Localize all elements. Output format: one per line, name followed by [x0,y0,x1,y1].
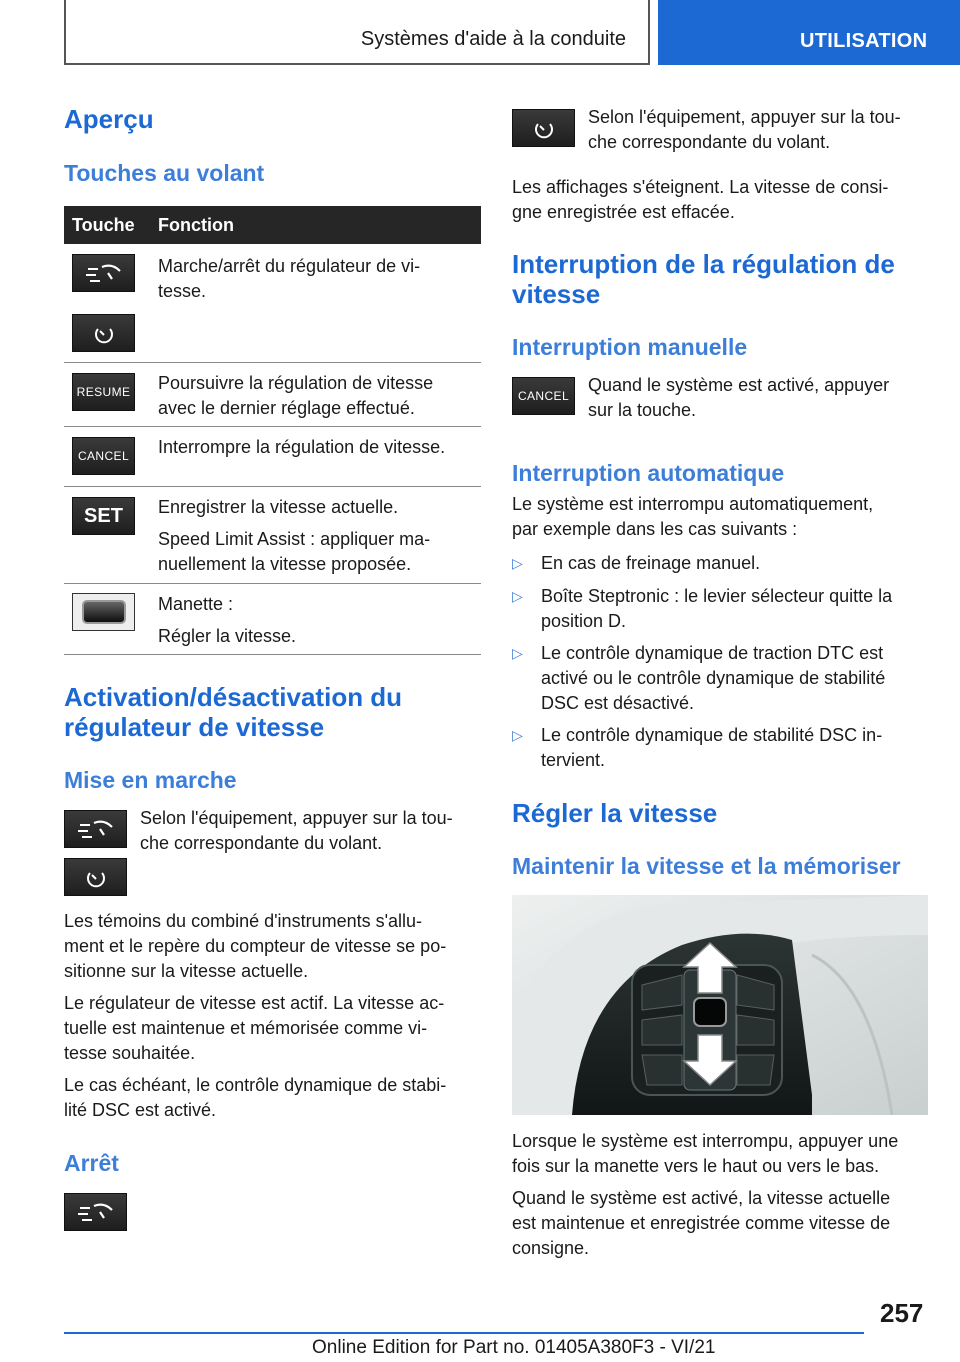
list-item: En cas de freinage manuel. [541,553,761,573]
set-label: SET [84,504,123,527]
list-item: Le contrôle dynamique de traction DTC est activé ou le contrôle dynamique de stabilité DSC est désactivé. [541,643,886,713]
paragraph-lorsque: Lorsque le système est interrompu, appuyer une fois sur la manette vers le haut ou vers le bas. [512,1131,899,1176]
page-number: 257 [880,1298,924,1328]
cruise-onoff-button-icon [64,1193,127,1231]
heading-interruption-manuelle: Interruption manuelle [512,334,748,360]
row2-line1: Poursuivre la régulation de vitesse [158,373,434,393]
table-row [64,427,481,487]
heading-regler-vitesse: Régler la vitesse [512,798,718,828]
row5-line1: Manette : [158,594,234,614]
cruise-onoff-button-icon [64,810,127,848]
paragraph-regulateur-actif: Le régulateur de vitesse est actif. La vitesse ac- tuelle est maintenue et mémorisée comme vi- tesse souhaitée. [64,993,445,1063]
heading-interruption-automatique: Interruption automatique [512,460,785,486]
bullet-triangle-icon: ▷ [512,727,523,743]
row1-line1: Marche/arrêt du régulateur de vi- [158,256,421,276]
resume-label: RESUME [76,385,131,399]
heading-arret: Arrêt [64,1150,119,1176]
bullet-triangle-icon: ▷ [512,645,523,661]
header-tab [658,0,960,65]
table-row [64,584,481,655]
heading-mise-en-marche: Mise en marche [64,767,237,793]
row2-line2: avec le dernier réglage effectué. [158,398,415,418]
mise-text: Selon l'équipement, appuyer sur la tou- che correspondante du volant. [140,808,453,853]
table-col-fonction: Fonction [158,215,234,235]
buttons-table [64,206,481,655]
cancel-label: CANCEL [517,389,570,403]
row4-line1: Enregistrer la vitesse actuelle. [158,497,399,517]
bullet-triangle-icon: ▷ [512,555,523,571]
list-item: Le contrôle dynamique de stabilité DSC in- tervient. [541,725,883,770]
row3-line1: Interrompre la régulation de vitesse. [158,437,446,457]
manuelle-text: Quand le système est activé, appuyer sur la touche. [588,375,890,420]
bullet-triangle-icon: ▷ [512,588,523,604]
table-col-touche: Touche [72,215,135,235]
footer-edition: Online Edition for Part no. 01405A380F3 - VI/21 [312,1337,716,1358]
table-row [64,244,481,363]
heading-interruption: Interruption de la régulation de vitesse [512,249,895,309]
row4-extra1: Speed Limit Assist : appliquer ma- [158,529,431,549]
arret-text: Selon l'équipement, appuyer sur la tou- che correspondante du volant. [588,107,901,152]
steering-wheel-photo [512,895,928,1115]
cruise-power-button-icon [64,858,127,896]
cruise-power-button-icon [512,109,575,147]
table-row [64,487,481,584]
heading-touches-volant: Touches au volant [64,160,265,186]
table-header [64,206,481,244]
row4-extra2: nuellement la vitesse proposée. [158,554,412,574]
row5-extra1: Régler la vitesse. [158,626,297,646]
table-row [64,363,481,427]
resume-button-icon [72,373,135,411]
paragraph-dsc: Le cas échéant, le contrôle dynamique de stabi- lité DSC est activé. [64,1075,447,1120]
header-frame [64,0,650,65]
cruise-power-button-icon [72,314,135,352]
cruise-onoff-button-icon [72,254,135,292]
heading-maintenir-vitesse: Maintenir la vitesse et la mémoriser [512,853,901,879]
auto-text: Le système est interrompu automatiquement, par exemple dans les cas suivants : [512,494,874,539]
heading-apercu: Aperçu [64,104,154,134]
header-tab-label: UTILISATION [800,30,928,52]
header-section-title: Systèmes d'aide à la conduite [360,28,626,50]
heading-activation: Activation/désactivation du régulateur de vitesse [64,682,403,742]
cancel-button-icon [512,377,575,415]
paragraph-temoins: Les témoins du combiné d'instruments s'allu- ment et le repère du compteur de vitesse se po- sitionne sur la vitesse actuelle. [64,911,447,981]
set-button-icon [72,497,135,535]
cancel-label: CANCEL [77,449,130,463]
footer-divider [64,1332,864,1334]
paragraph-quand: Quand le système est activé, la vitesse actuelle est maintenue et enregistrée comme vitesse de consigne. [512,1188,891,1258]
paragraph-affichages: Les affichages s'éteignent. La vitesse de consi- gne enregistrée est effacée. [512,177,889,222]
rocker-switch-icon [72,593,135,631]
row1-line2: tesse. [158,281,207,301]
list-item: Boîte Steptronic : le levier sélecteur quitte la position D. [541,586,893,631]
cancel-button-icon [72,437,135,475]
